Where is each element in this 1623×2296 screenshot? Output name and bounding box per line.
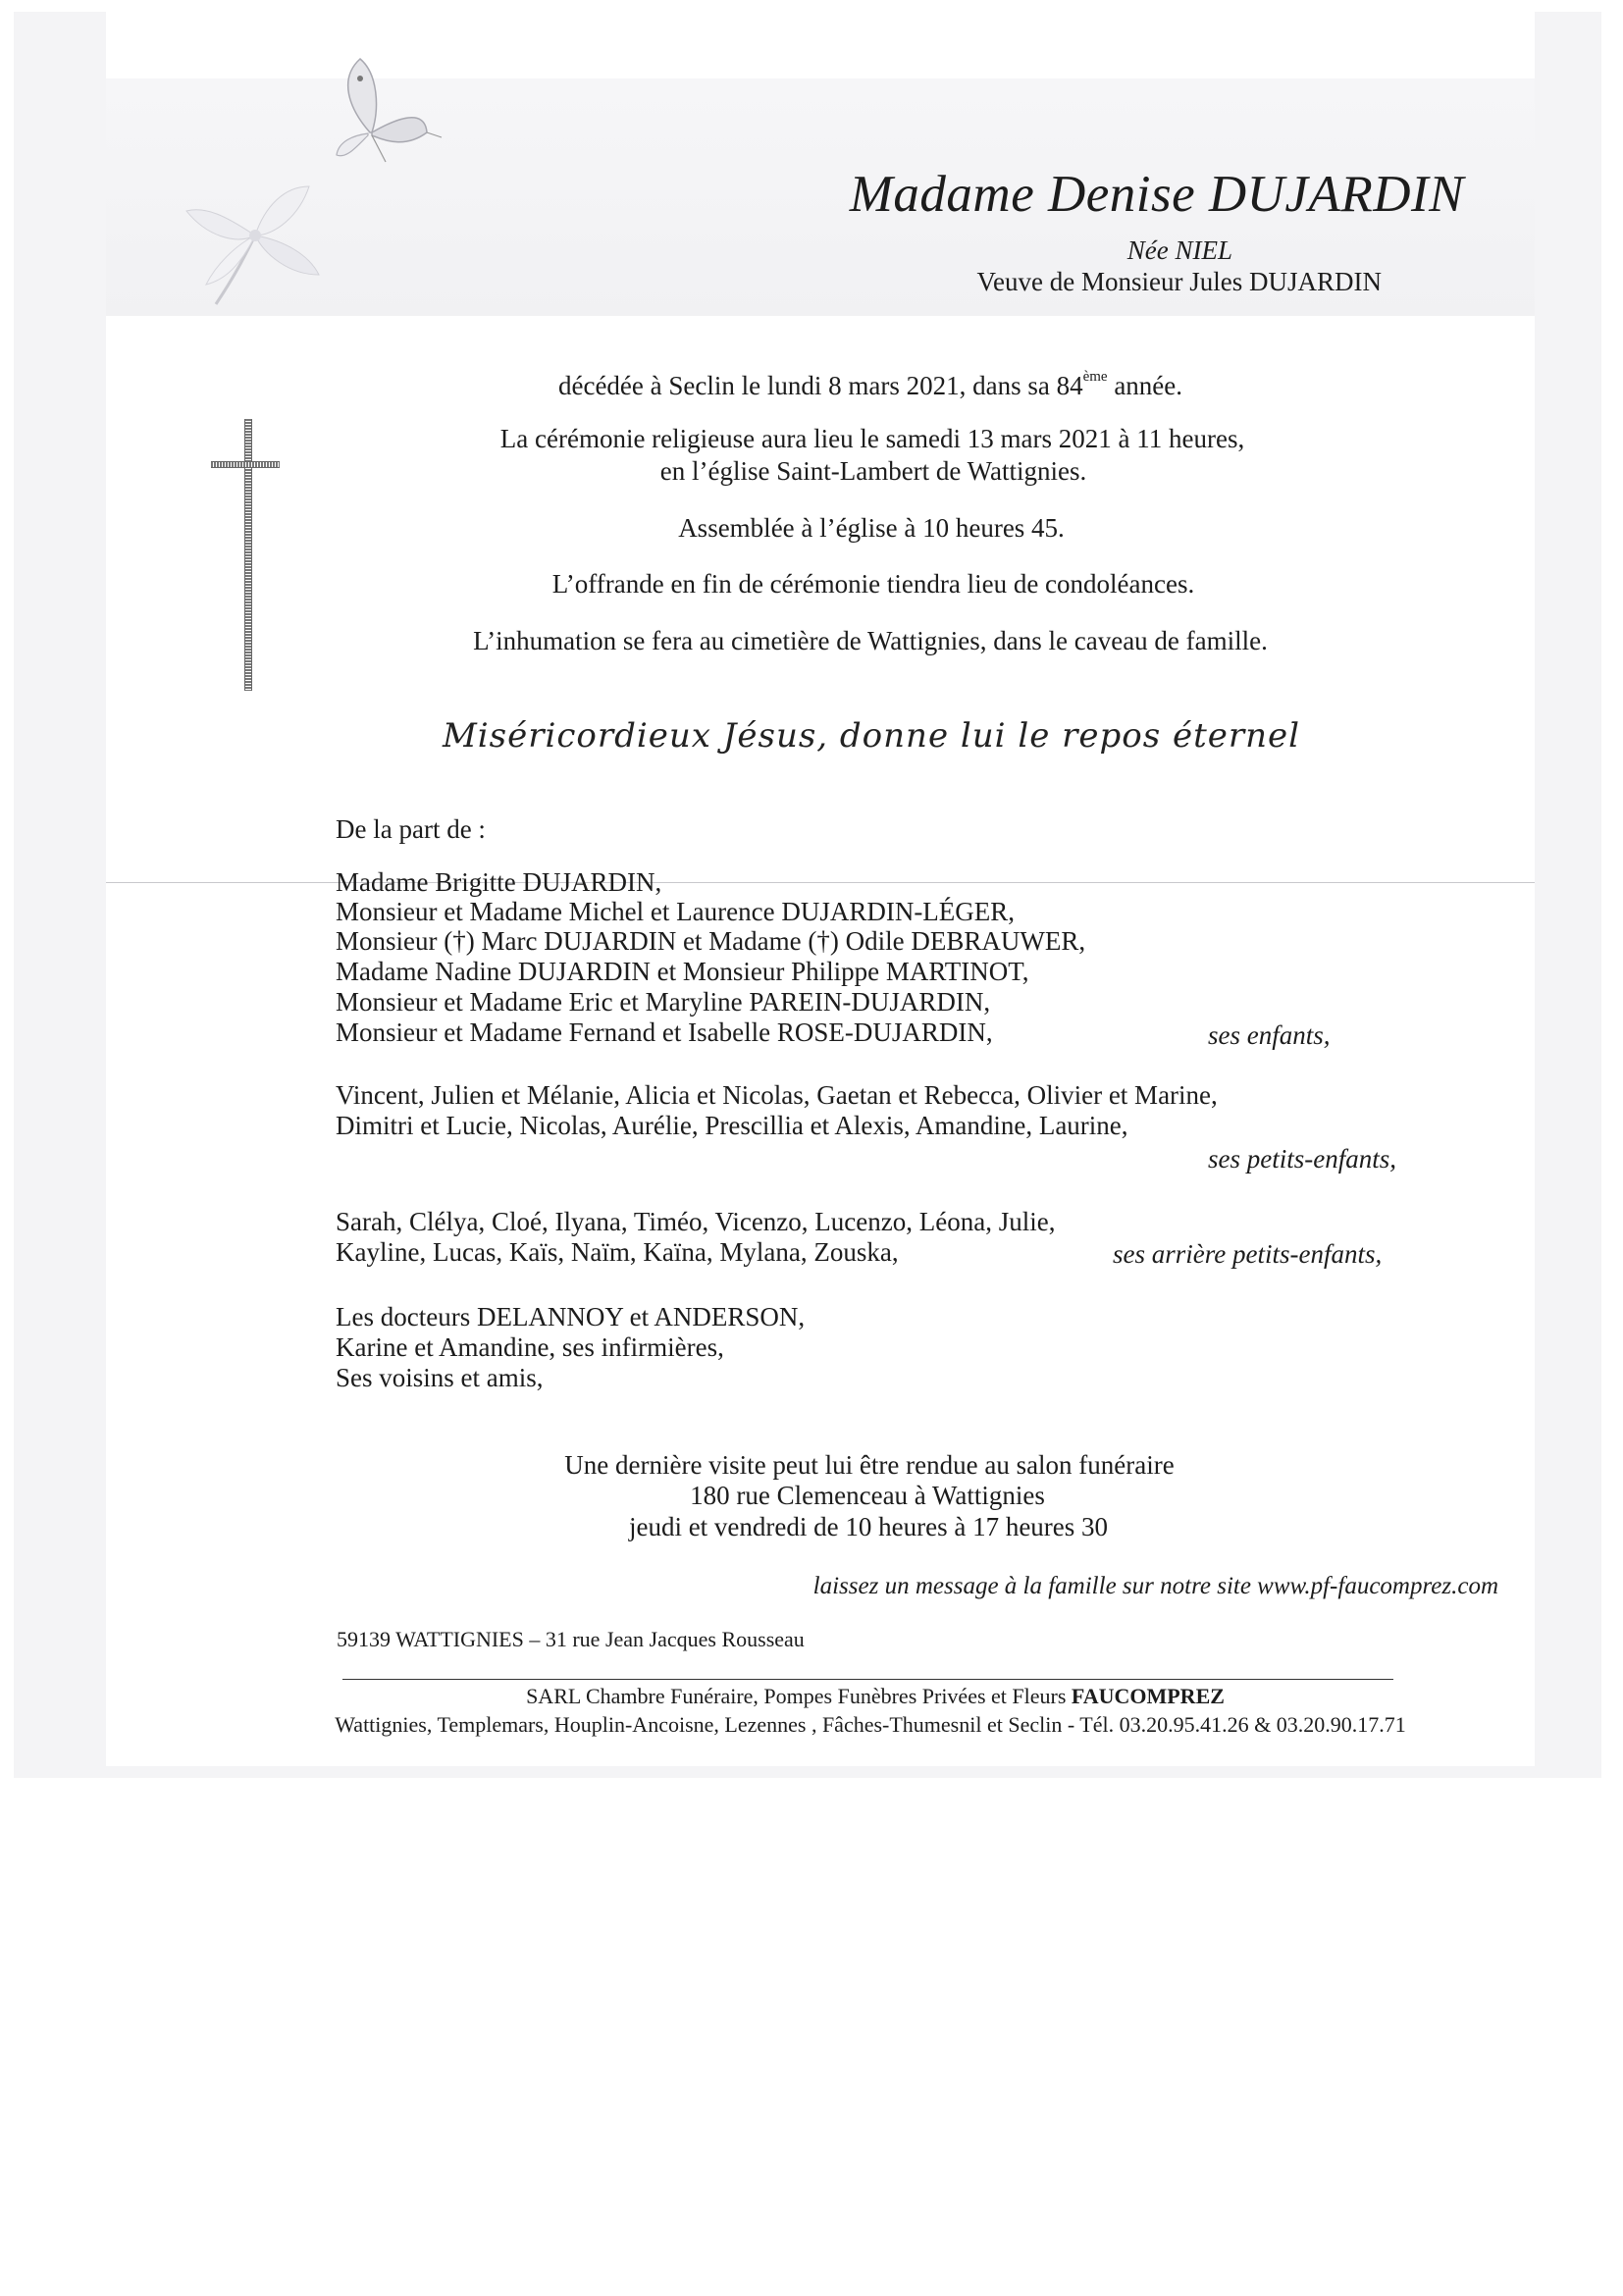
ceremony-line-1: La cérémonie religieuse aura lieu le samedi 13 mars 2021 à 11 heures, [499, 424, 1245, 453]
death-text: décédée à Seclin le lundi 8 mars 2021, dans sa 84 [557, 371, 1083, 400]
visit-line-3: jeudi et vendredi de 10 heures à 17 heures 30 [628, 1512, 1109, 1541]
other-line: Karine et Amandine, ses infirmières, [336, 1332, 724, 1362]
address-line: 59139 WATTIGNIES – 31 rue Jean Jacques Rousseau [337, 1627, 805, 1651]
child-line: Madame Nadine DUJARDIN et Monsieur Philippe MARTINOT, [336, 957, 1029, 986]
ceremony-line-2: en l’église Saint-Lambert de Wattignies. [659, 456, 1087, 486]
maiden-name: Née NIEL [1126, 235, 1232, 265]
child-line: Monsieur (†) Marc DUJARDIN et Madame (†) Odile DEBRAUWER, [336, 926, 1086, 956]
great-grandchildren-label: ses arrière petits-enfants, [1113, 1239, 1383, 1269]
visit-line-1: Une dernière visite peut lui être rendue au salon funéraire [564, 1450, 1175, 1480]
widow-of: Veuve de Monsieur Jules DUJARDIN [976, 267, 1382, 296]
burial-line: L’inhumation se fera au cimetière de Wattignies, dans le caveau de famille. [473, 626, 1268, 655]
child-line: Monsieur et Madame Fernand et Isabelle ROSE-DUJARDIN, [336, 1018, 993, 1047]
butterfly-icon [309, 39, 446, 177]
flower-icon [147, 157, 343, 334]
cross-icon [244, 419, 252, 691]
footer-line-2: Wattignies, Templemars, Houplin-Ancoisne, Lezennes , Fâches-Thumesnil et Seclin - Tél. 03.20.95.41.26 & 03.20.90.17.71 [335, 1712, 1406, 1737]
footer-company: SARL Chambre Funéraire, Pompes Funèbres Privées et Fleurs [526, 1684, 1072, 1708]
offering-line: L’offrande en fin de cérémonie tiendra lieu de condoléances. [551, 569, 1195, 599]
grandchildren-line: Vincent, Julien et Mélanie, Alicia et Nicolas, Gaetan et Rebecca, Olivier et Marine, [336, 1080, 1218, 1110]
child-line: Monsieur et Madame Eric et Maryline PAREIN-DUJARDIN, [336, 987, 991, 1017]
assembly-line: Assemblée à l’église à 10 heures 45. [678, 513, 1065, 543]
ordinal-suffix: ème [1082, 369, 1108, 385]
great-grandchildren-line: Sarah, Clélya, Cloé, Ilyana, Timéo, Vicenzo, Lucenzo, Léona, Julie, [336, 1207, 1056, 1236]
child-line: Monsieur et Madame Michel et Laurence DUJARDIN-LÉGER, [336, 897, 1016, 926]
family-intro: De la part de : [336, 814, 486, 844]
death-text-end: année. [1107, 371, 1183, 400]
grandchildren-line: Dimitri et Lucie, Nicolas, Aurélie, Prescillia et Alexis, Amandine, Laurine, [336, 1111, 1128, 1140]
grandchildren-label: ses petits-enfants, [1208, 1144, 1396, 1174]
visit-line-2: 180 rue Clemenceau à Wattignies [690, 1481, 1045, 1510]
footer-line-1 [526, 1684, 1225, 1709]
children-label: ses enfants, [1208, 1020, 1331, 1050]
other-line: Les docteurs DELANNOY et ANDERSON, [336, 1302, 806, 1331]
website-message: laissez un message à la famille sur notre site www.pf-faucomprez.com [812, 1573, 1498, 1599]
other-line: Ses voisins et amis, [336, 1363, 544, 1392]
footer-brand: FAUCOMPREZ [1071, 1684, 1225, 1708]
fold-line [106, 882, 1535, 883]
great-grandchildren-line: Kayline, Lucas, Kaïs, Naïm, Kaïna, Mylana, Zouska, [336, 1237, 899, 1267]
child-line: Madame Brigitte DUJARDIN, [336, 867, 662, 897]
prayer-line: Miséricordieux Jésus, donne lui le repos éternel [442, 716, 1301, 756]
cross-bar [211, 461, 280, 468]
footer-rule [342, 1679, 1393, 1680]
death-line [558, 371, 1182, 401]
deceased-name: Madame Denise DUJARDIN [849, 166, 1464, 223]
